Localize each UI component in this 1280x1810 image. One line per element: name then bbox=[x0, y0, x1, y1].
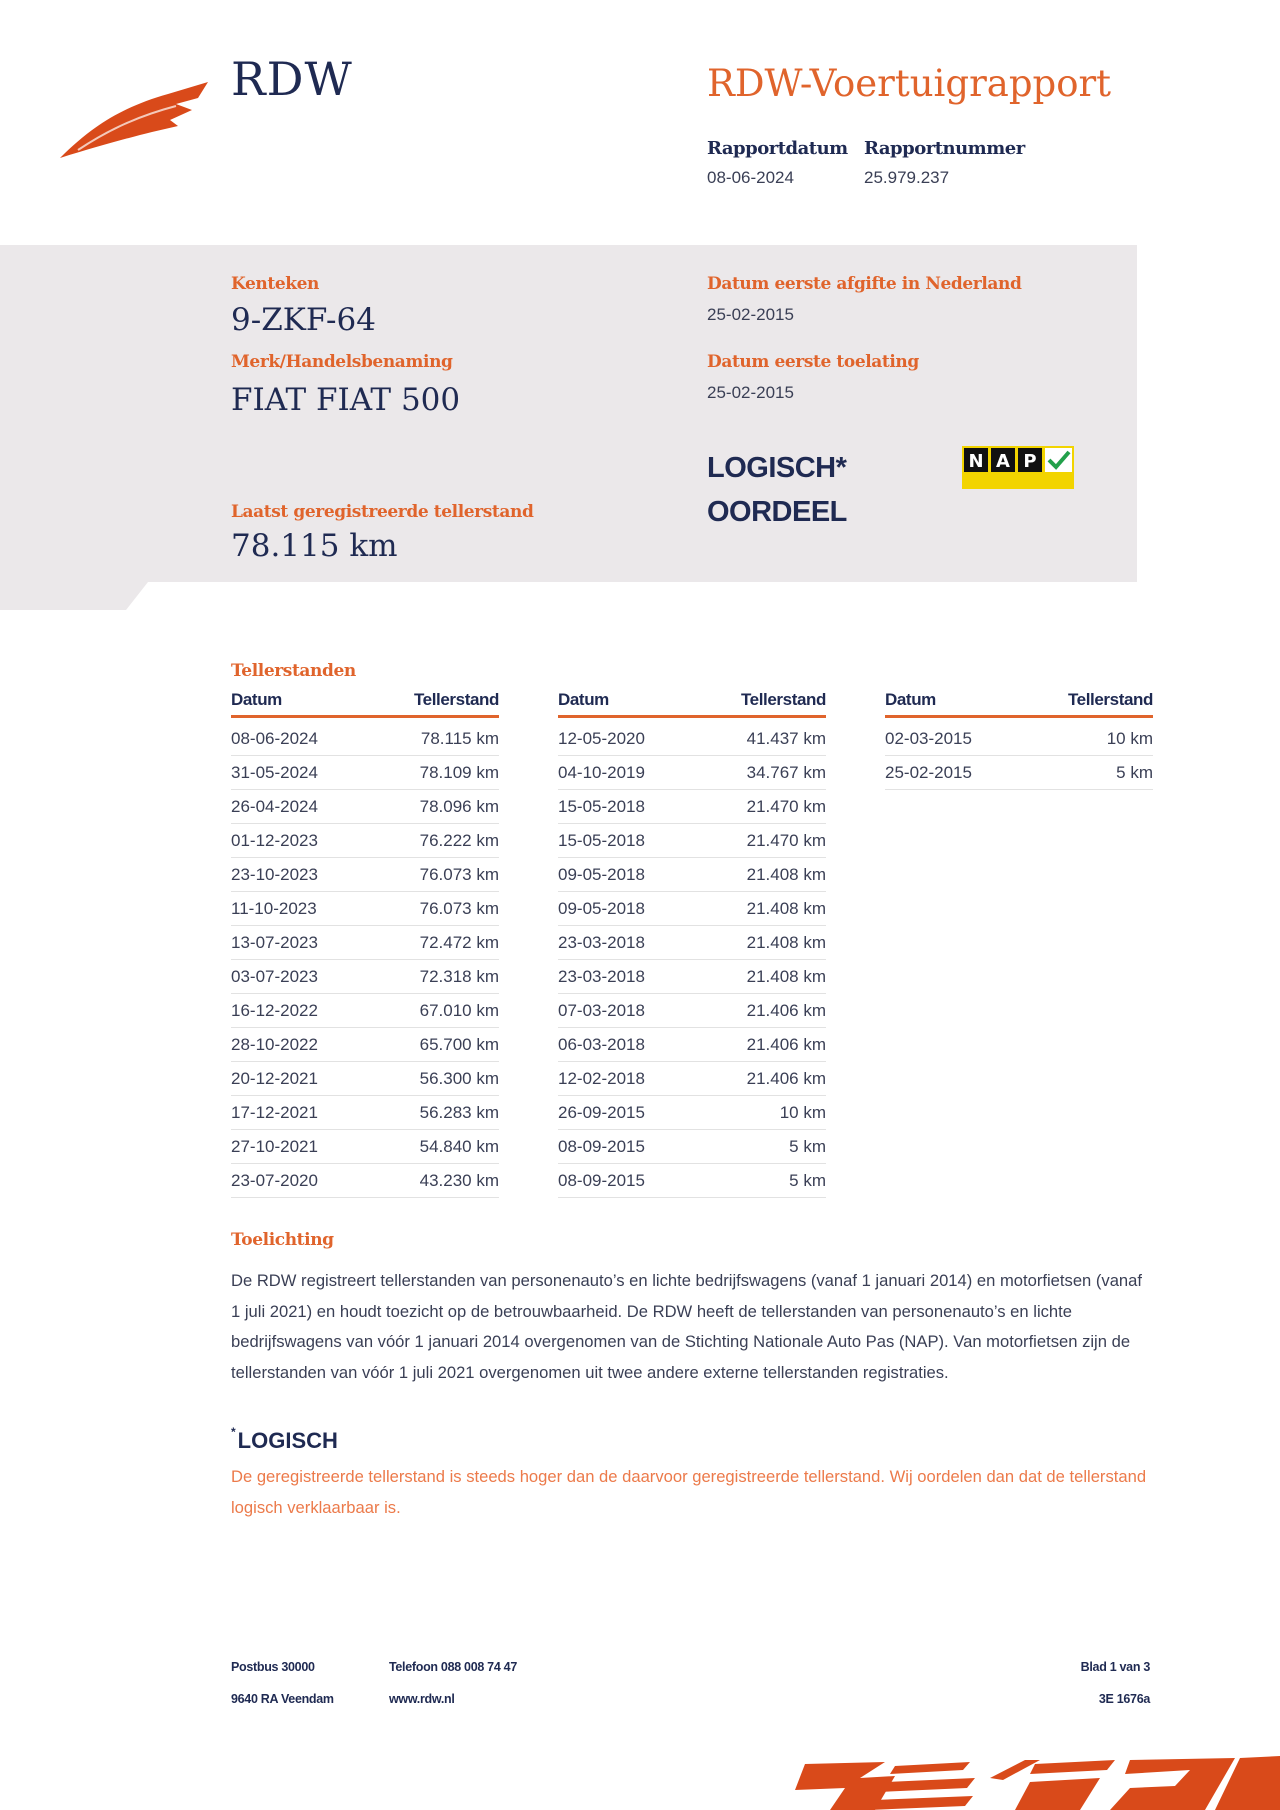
row-tellerstand: 76.073 km bbox=[419, 865, 499, 884]
footer-postbus: Postbus 30000 bbox=[231, 1660, 315, 1674]
row-datum: 23-03-2018 bbox=[558, 933, 645, 952]
merk-label: Merk/Handelsbenaming bbox=[231, 352, 453, 372]
logisch-title bbox=[231, 1424, 338, 1454]
table-row bbox=[231, 858, 499, 892]
row-datum: 06-03-2018 bbox=[558, 1035, 645, 1054]
table-row bbox=[558, 1062, 826, 1096]
row-tellerstand: 41.437 km bbox=[746, 729, 826, 748]
table-row bbox=[558, 722, 826, 756]
row-datum: 27-10-2021 bbox=[231, 1137, 318, 1156]
row-tellerstand: 21.470 km bbox=[746, 797, 826, 816]
row-datum: 26-09-2015 bbox=[558, 1103, 645, 1122]
rapportdatum-label: Rapportdatum bbox=[707, 138, 848, 159]
row-tellerstand: 21.408 km bbox=[746, 967, 826, 986]
row-datum: 16-12-2022 bbox=[231, 1001, 318, 1020]
toelating-label: Datum eerste toelating bbox=[707, 352, 919, 372]
row-datum: 12-05-2020 bbox=[558, 729, 645, 748]
vehicle-info-panel bbox=[0, 245, 1137, 610]
rdw-logo-icon bbox=[58, 80, 210, 162]
row-datum: 01-12-2023 bbox=[231, 831, 318, 850]
row-datum: 03-07-2023 bbox=[231, 967, 318, 986]
oordeel-logisch: LOGISCH* bbox=[707, 452, 847, 484]
table-row bbox=[558, 926, 826, 960]
table-row bbox=[558, 892, 826, 926]
brand-name: RDW bbox=[231, 52, 353, 106]
row-datum: 07-03-2018 bbox=[558, 1001, 645, 1020]
table-row bbox=[558, 1164, 826, 1198]
table-row bbox=[231, 994, 499, 1028]
row-datum: 28-10-2022 bbox=[231, 1035, 318, 1054]
rapportdatum-value: 08-06-2024 bbox=[707, 168, 794, 187]
footer-stripes-decoration bbox=[735, 1748, 1280, 1810]
table-row bbox=[558, 824, 826, 858]
row-datum: 08-09-2015 bbox=[558, 1171, 645, 1190]
row-tellerstand: 5 km bbox=[789, 1171, 826, 1190]
kenteken-label: Kenteken bbox=[231, 274, 320, 294]
toelichting-text: De RDW registreert tellerstanden van personenauto’s en lichte bedrijfswagens (vanaf 1 januari 2014) en motorfietsen (vanaf 1 juli 2021) en houdt toezicht op de betrouwbaarheid. De RDW heeft de tellerstanden van personenauto’s en lichte bedrijfswagens van vóór 1 januari 2014 overgenomen van de Stichting Nationale Auto Pas (NAP). Van motorfietsen zijn de tellerstanden van vóór 1 juli 2021 overgenomen uit twee andere externe tellerstanden registraties. bbox=[231, 1271, 1143, 1382]
kenteken-value: 9-ZKF-64 bbox=[231, 302, 376, 338]
row-tellerstand: 21.470 km bbox=[746, 831, 826, 850]
row-tellerstand: 54.840 km bbox=[419, 1137, 499, 1156]
table-header bbox=[558, 690, 826, 718]
row-datum: 08-06-2024 bbox=[231, 729, 318, 748]
row-tellerstand: 65.700 km bbox=[419, 1035, 499, 1054]
row-tellerstand: 76.073 km bbox=[419, 899, 499, 918]
table-row bbox=[231, 756, 499, 790]
row-datum: 11-10-2023 bbox=[231, 899, 317, 918]
footer-code: 3E 1676a bbox=[1098, 1692, 1150, 1706]
table-rows bbox=[558, 722, 826, 1198]
table-rows bbox=[885, 722, 1153, 790]
row-datum: 20-12-2021 bbox=[231, 1069, 318, 1088]
rapportnummer-value: 25.979.237 bbox=[864, 168, 950, 187]
row-datum: 09-05-2018 bbox=[558, 899, 645, 918]
table-row bbox=[558, 790, 826, 824]
table-row bbox=[231, 1028, 499, 1062]
col-datum-header: Datum bbox=[558, 690, 609, 709]
row-tellerstand: 72.318 km bbox=[419, 967, 499, 986]
row-datum: 15-05-2018 bbox=[558, 831, 645, 850]
nap-logo-icon bbox=[962, 446, 1074, 489]
row-tellerstand: 21.408 km bbox=[746, 933, 826, 952]
tellerstanden-column-2 bbox=[558, 690, 826, 1198]
table-row bbox=[231, 1164, 499, 1198]
row-datum: 08-09-2015 bbox=[558, 1137, 645, 1156]
table-row bbox=[558, 1028, 826, 1062]
table-header bbox=[885, 690, 1153, 718]
oordeel-label: OORDEEL bbox=[707, 496, 847, 528]
table-row bbox=[231, 722, 499, 756]
tellerstand-label: Laatst geregistreerde tellerstand bbox=[231, 502, 534, 522]
row-tellerstand: 43.230 km bbox=[419, 1171, 499, 1190]
table-row bbox=[558, 756, 826, 790]
table-row bbox=[231, 926, 499, 960]
row-tellerstand: 72.472 km bbox=[419, 933, 499, 952]
col-tellerstand-header: Tellerstand bbox=[1067, 690, 1153, 709]
row-datum: 25-02-2015 bbox=[885, 763, 972, 782]
footer-telefoon: Telefoon 088 008 74 47 bbox=[389, 1660, 517, 1674]
row-tellerstand: 21.406 km bbox=[746, 1035, 826, 1054]
col-tellerstand-header: Tellerstand bbox=[740, 690, 826, 709]
tellerstanden-column-1 bbox=[231, 690, 499, 1198]
table-row bbox=[231, 1130, 499, 1164]
table-row bbox=[231, 824, 499, 858]
afgifte-label: Datum eerste afgifte in Nederland bbox=[707, 274, 1022, 294]
row-tellerstand: 21.408 km bbox=[746, 899, 826, 918]
table-row bbox=[558, 1096, 826, 1130]
table-row bbox=[558, 960, 826, 994]
row-datum: 17-12-2021 bbox=[231, 1103, 318, 1122]
table-row bbox=[558, 858, 826, 892]
row-tellerstand: 21.408 km bbox=[746, 865, 826, 884]
row-datum: 09-05-2018 bbox=[558, 865, 645, 884]
logisch-explanation: De geregistreerde tellerstand is steeds hoger dan de daarvoor geregistreerde tellerstand. Wij oordelen dan dat de tellerstand logisch verklaarbaar is. bbox=[231, 1467, 1147, 1517]
row-datum: 23-03-2018 bbox=[558, 967, 645, 986]
table-row bbox=[231, 1096, 499, 1130]
afgifte-value: 25-02-2015 bbox=[707, 305, 794, 324]
nap-letter-n: N bbox=[968, 451, 984, 472]
report-title: RDW-Voertuigrapport bbox=[707, 62, 1112, 105]
toelichting-title: Toelichting bbox=[231, 1230, 334, 1250]
toelating-value: 25-02-2015 bbox=[707, 383, 794, 402]
row-tellerstand: 21.406 km bbox=[746, 1001, 826, 1020]
rapportnummer-label: Rapportnummer bbox=[864, 138, 1025, 159]
row-datum: 31-05-2024 bbox=[231, 763, 318, 782]
row-tellerstand: 56.300 km bbox=[419, 1069, 499, 1088]
nap-letter-p: P bbox=[1023, 451, 1037, 472]
table-row bbox=[885, 756, 1153, 790]
row-tellerstand: 56.283 km bbox=[419, 1103, 499, 1122]
merk-value: FIAT FIAT 500 bbox=[231, 382, 461, 418]
row-tellerstand: 78.096 km bbox=[419, 797, 499, 816]
row-datum: 13-07-2023 bbox=[231, 933, 318, 952]
footer-website[interactable]: www.rdw.nl bbox=[389, 1692, 455, 1706]
row-datum: 04-10-2019 bbox=[558, 763, 645, 782]
logisch-title-text: LOGISCH bbox=[237, 1428, 338, 1453]
nap-letter-a: A bbox=[996, 451, 1010, 472]
row-tellerstand: 78.115 km bbox=[420, 729, 499, 748]
table-row bbox=[231, 1062, 499, 1096]
table-header bbox=[231, 690, 499, 718]
row-datum: 23-10-2023 bbox=[231, 865, 318, 884]
row-tellerstand: 76.222 km bbox=[419, 831, 499, 850]
tellerstanden-column-3 bbox=[885, 690, 1153, 790]
table-row bbox=[231, 960, 499, 994]
row-tellerstand: 10 km bbox=[1106, 729, 1153, 748]
footer-page-number: Blad 1 van 3 bbox=[1080, 1660, 1150, 1674]
table-row bbox=[231, 790, 499, 824]
col-tellerstand-header: Tellerstand bbox=[413, 690, 499, 709]
row-datum: 15-05-2018 bbox=[558, 797, 645, 816]
tellerstanden-title: Tellerstanden bbox=[231, 661, 356, 681]
footer-plaats: 9640 RA Veendam bbox=[231, 1692, 334, 1706]
row-datum: 26-04-2024 bbox=[231, 797, 318, 816]
row-datum: 12-02-2018 bbox=[558, 1069, 645, 1088]
tellerstand-value: 78.115 km bbox=[231, 528, 398, 564]
table-rows bbox=[231, 722, 499, 1198]
row-tellerstand: 10 km bbox=[779, 1103, 826, 1122]
row-tellerstand: 21.406 km bbox=[746, 1069, 826, 1088]
row-tellerstand: 78.109 km bbox=[419, 763, 499, 782]
col-datum-header: Datum bbox=[885, 690, 936, 709]
table-row bbox=[885, 722, 1153, 756]
col-datum-header: Datum bbox=[231, 690, 282, 709]
table-row bbox=[558, 1130, 826, 1164]
table-row bbox=[231, 892, 499, 926]
row-tellerstand: 5 km bbox=[1116, 763, 1153, 782]
logisch-marker: * bbox=[231, 1424, 236, 1439]
row-datum: 02-03-2015 bbox=[885, 729, 972, 748]
row-tellerstand: 67.010 km bbox=[419, 1001, 499, 1020]
row-datum: 23-07-2020 bbox=[231, 1171, 318, 1190]
row-tellerstand: 34.767 km bbox=[746, 763, 826, 782]
table-row bbox=[558, 994, 826, 1028]
row-tellerstand: 5 km bbox=[789, 1137, 826, 1156]
